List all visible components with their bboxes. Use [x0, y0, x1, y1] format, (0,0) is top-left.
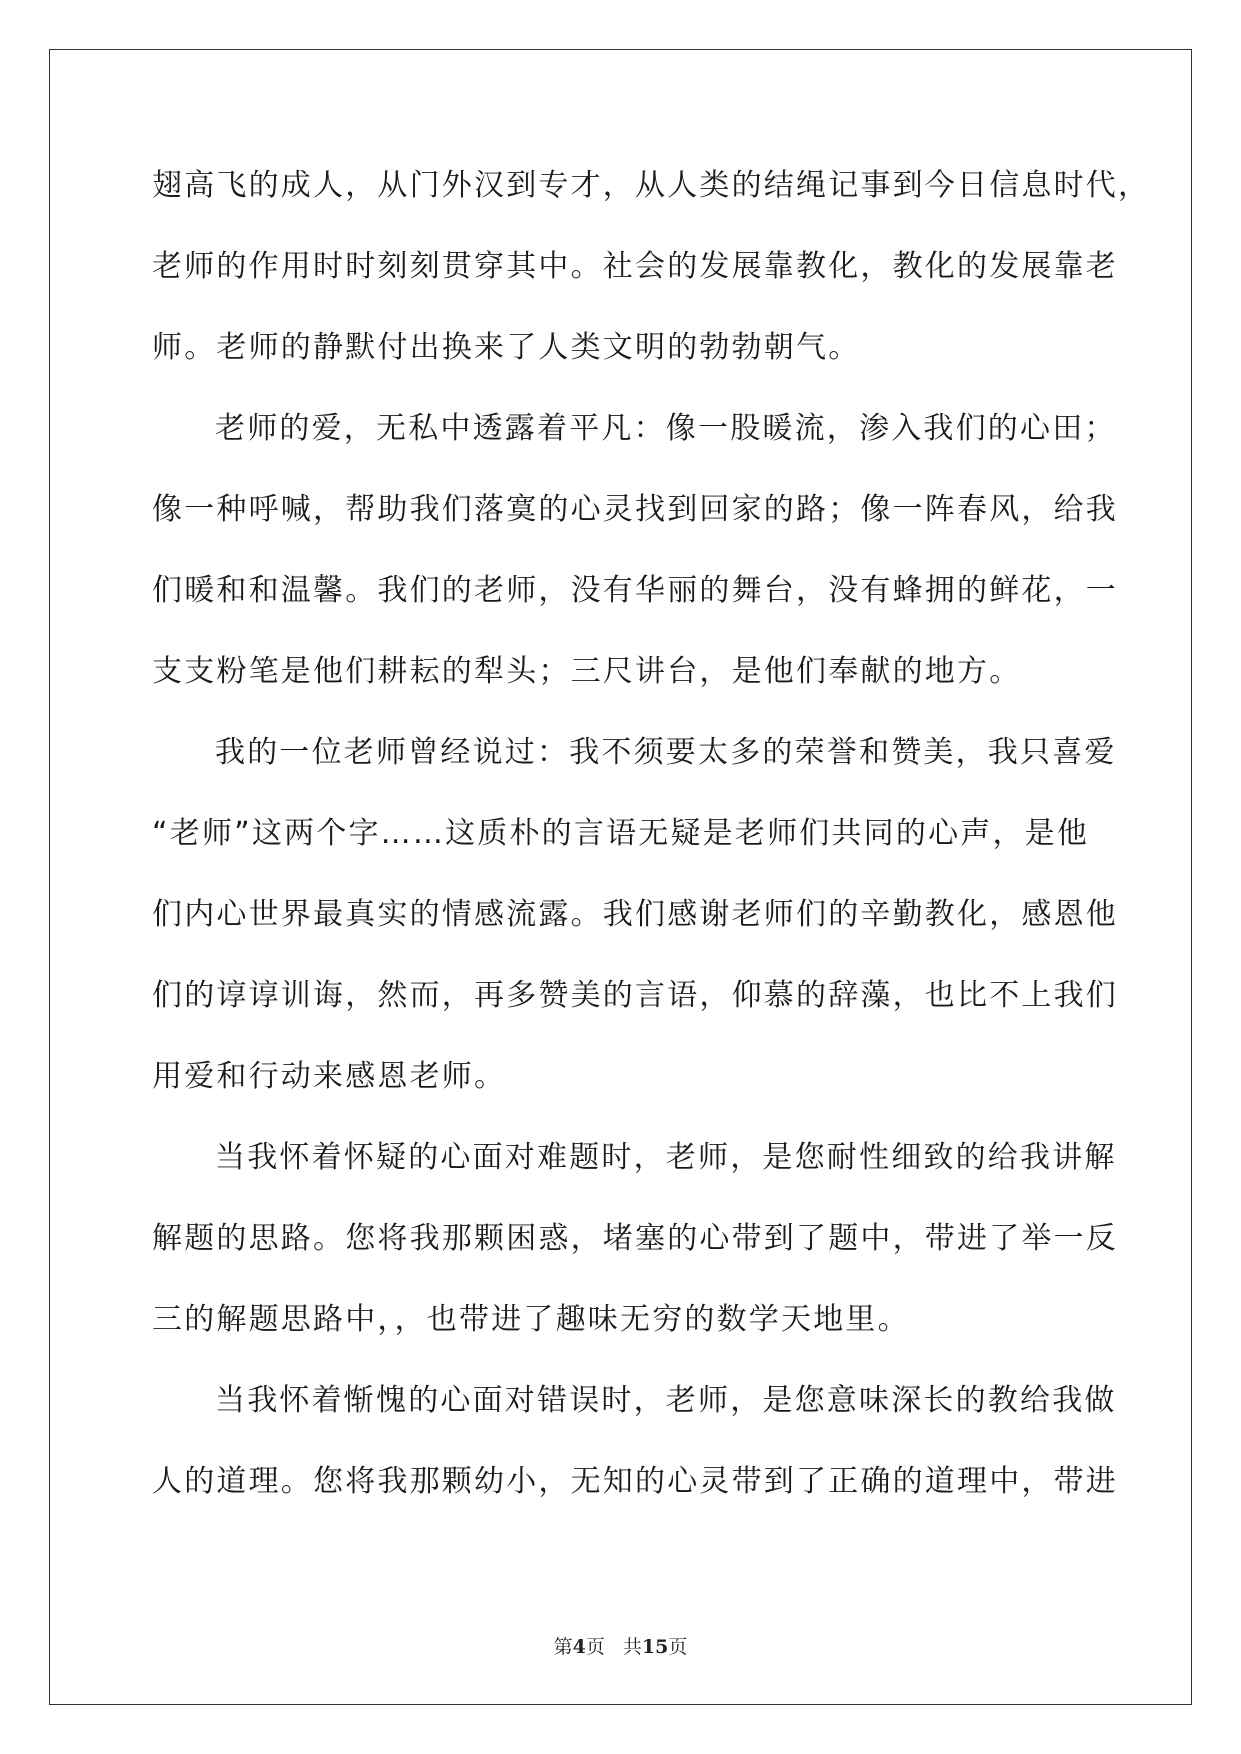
total-suffix: 页	[668, 1636, 688, 1658]
text-line: 们内心世界最真实的情感流露。我们感谢老师们的辛勤教化，感恩他	[152, 897, 1118, 932]
text-line: 师。老师的静默付出换来了人类文明的勃勃朝气。	[152, 330, 861, 365]
paragraph-start-line: 老师的爱，无私中透露着平凡：像一股暖流，渗入我们的心田；	[215, 411, 1117, 446]
text-line: 三的解题思路中，，也带进了趣味无穷的数学天地里。	[152, 1302, 910, 1337]
page-prefix: 第	[553, 1636, 573, 1658]
text-line: 人的道理。您将我那颗幼小，无知的心灵带到了正确的道理中，带进	[152, 1464, 1118, 1499]
text-line: 老师的作用时时刻刻贯穿其中。社会的发展靠教化，教化的发展靠老	[152, 249, 1118, 284]
paragraph-start-line: 我的一位老师曾经说过：我不须要太多的荣誉和赞美，我只喜爱	[215, 735, 1117, 770]
paragraph-start-line: 当我怀着怀疑的心面对难题时，老师，是您耐性细致的给我讲解	[215, 1140, 1117, 1175]
text-line: “老师”这两个字……这质朴的言语无疑是老师们共同的心声，是他	[152, 816, 1090, 851]
document-body	[152, 161, 1151, 1538]
total-page-count: 15	[641, 1636, 669, 1658]
text-line: 翅高飞的成人，从门外汉到专才，从人类的结绳记事到今日信息时代，	[152, 168, 1151, 203]
total-prefix: 共	[622, 1636, 642, 1658]
text-line: 们的谆谆训诲，然而，再多赞美的言语，仰慕的辞藻，也比不上我们	[152, 978, 1118, 1013]
text-line: 支支粉笔是他们耕耘的犁头；三尺讲台，是他们奉献的地方。	[152, 654, 1022, 689]
text-line: 解题的思路。您将我那颗困惑，堵塞的心带到了题中，带进了举一反	[152, 1221, 1118, 1256]
paragraph-start-line: 当我怀着惭愧的心面对错误时，老师，是您意味深长的教给我做	[215, 1383, 1117, 1418]
text-line: 像一种呼喊，帮助我们落寞的心灵找到回家的路；像一阵春风，给我	[152, 492, 1118, 527]
page-footer	[0, 1632, 1241, 1659]
current-page-number: 4	[572, 1636, 586, 1658]
text-line: 们暖和和温馨。我们的老师，没有华丽的舞台，没有蜂拥的鲜花，一	[152, 573, 1118, 608]
text-line: 用爱和行动来感恩老师。	[152, 1059, 507, 1094]
page-suffix: 页	[585, 1636, 605, 1658]
